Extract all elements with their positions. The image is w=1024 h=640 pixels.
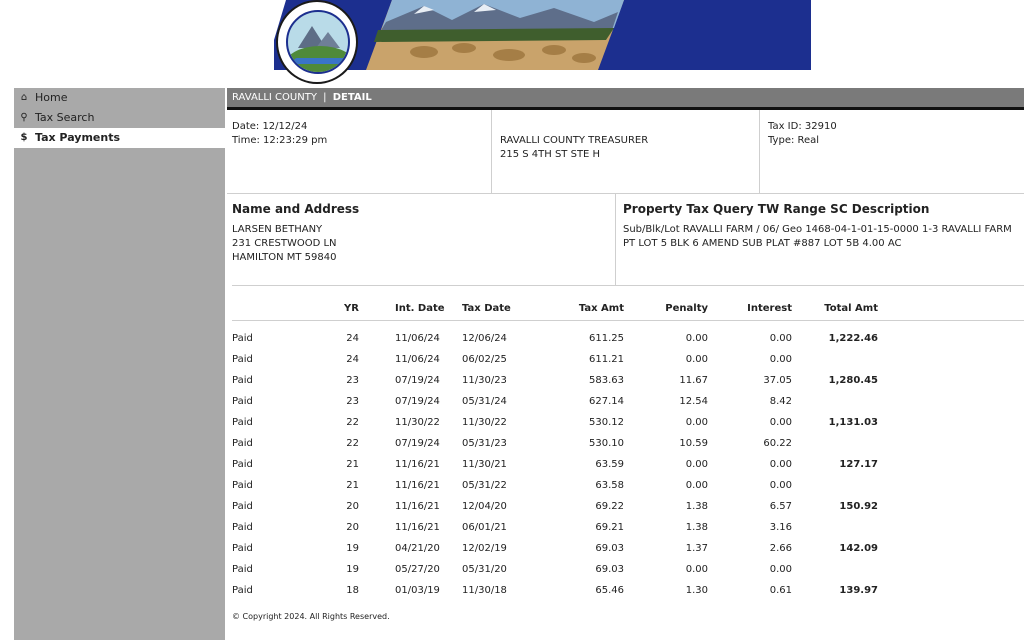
property-description-line1: Sub/Blk/Lot RAVALLI FARM / 06/ Geo 1468-04-1-01-15-0000 1-3 RAVALLI FARM (623, 224, 1012, 235)
cell-penalty: 0.00 (685, 354, 708, 365)
column-header-int-date: Int. Date (359, 298, 462, 320)
column-header-status (232, 298, 329, 320)
name-address-section (232, 194, 616, 286)
cell-penalty: 10.59 (679, 438, 708, 449)
cell-interest: 3.16 (769, 522, 792, 533)
cell-int-date: 11/06/24 (395, 333, 440, 345)
cell-tax-date: 11/30/23 (462, 375, 507, 386)
copyright-text: © Copyright 2024. All Rights Reserved. (232, 612, 390, 621)
cell-penalty: 0.00 (685, 564, 708, 575)
column-header-penalty: Penalty (624, 298, 708, 320)
cell-int-date: 11/16/21 (395, 501, 440, 512)
cell-status: Paid (232, 354, 253, 365)
cell-yr: 19 (346, 564, 359, 575)
cell-tax-date: 11/30/22 (462, 417, 507, 428)
cell-tax-amt: 69.03 (595, 564, 624, 575)
home-icon: ⌂ (20, 92, 28, 103)
cell-status: Paid (232, 585, 253, 596)
cell-tax-date: 12/02/19 (462, 543, 507, 554)
cell-tax-amt: 583.63 (589, 375, 624, 386)
cell-total-amt (792, 433, 878, 454)
cell-tax-amt: 69.22 (595, 501, 624, 512)
cell-int-date: 11/16/21 (395, 522, 440, 533)
cell-tax-amt: 611.21 (589, 354, 624, 365)
table-row (232, 370, 1024, 391)
cell-status: Paid (232, 438, 253, 449)
dollar-icon: $ (20, 132, 28, 143)
table-row (232, 475, 1024, 496)
cell-status: Paid (232, 501, 253, 512)
cell-tax-amt: 69.03 (595, 543, 624, 554)
cell-status: Paid (232, 375, 253, 386)
cell-tax-date: 11/30/18 (462, 585, 507, 596)
cell-total-amt: 139.97 (839, 585, 878, 596)
cell-tax-date: 12/06/24 (462, 333, 507, 345)
table-row (232, 559, 1024, 580)
sidebar-item-home[interactable] (14, 88, 225, 108)
name-address-heading: Name and Address (232, 202, 360, 216)
cell-yr: 19 (346, 543, 359, 554)
column-header-interest: Interest (708, 298, 792, 320)
cell-interest: 37.05 (763, 375, 792, 386)
cell-total-amt: 127.17 (839, 459, 878, 470)
cell-tax-amt: 530.10 (589, 438, 624, 449)
breadcrumb-separator: | (323, 92, 327, 103)
cell-penalty: 0.00 (685, 480, 708, 491)
cell-int-date: 11/30/22 (395, 417, 440, 428)
cell-total-amt (792, 349, 878, 370)
column-header-yr: YR (329, 298, 359, 320)
cell-int-date: 05/27/20 (395, 564, 440, 575)
cell-tax-date: 06/01/21 (462, 522, 507, 533)
cell-int-date: 07/19/24 (395, 375, 440, 386)
cell-yr: 23 (346, 396, 359, 407)
column-header-tax-date: Tax Date (462, 298, 548, 320)
cell-yr: 21 (346, 480, 359, 491)
table-row (232, 517, 1024, 538)
cell-interest: 6.57 (769, 501, 792, 512)
table-row (232, 496, 1024, 517)
table-row (232, 454, 1024, 475)
cell-yr: 20 (346, 501, 359, 512)
cell-tax-amt: 63.59 (595, 459, 624, 470)
cell-status: Paid (232, 543, 253, 554)
cell-status: Paid (232, 522, 253, 533)
cell-int-date: 11/16/21 (395, 480, 440, 491)
table-header-row (232, 298, 1024, 320)
cell-penalty: 0.00 (685, 459, 708, 470)
tax-id-text: Tax ID: 32910 (768, 121, 837, 132)
table-row (232, 391, 1024, 412)
cell-interest: 0.61 (769, 585, 792, 596)
cell-status: Paid (232, 417, 253, 428)
cell-yr: 18 (346, 585, 359, 596)
owner-property-row (232, 194, 1024, 286)
cell-interest: 0.00 (769, 333, 792, 345)
cell-yr: 22 (346, 417, 359, 428)
cell-interest: 8.42 (769, 396, 792, 407)
cell-status: Paid (232, 396, 253, 407)
cell-int-date: 07/19/24 (395, 396, 440, 407)
treasurer-name: RAVALLI COUNTY TREASURER (500, 135, 649, 146)
cell-total-amt: 1,131.03 (828, 417, 878, 428)
table-row (232, 580, 1024, 601)
cell-int-date: 11/16/21 (395, 459, 440, 470)
column-header-total-amt: Total Amt (792, 298, 878, 320)
property-description-section (616, 194, 1024, 286)
cell-interest: 0.00 (769, 480, 792, 491)
cell-penalty: 0.00 (685, 417, 708, 428)
cell-total-amt: 1,222.46 (828, 333, 878, 345)
sidebar-item-tax-search[interactable] (14, 108, 225, 128)
cell-interest: 2.66 (769, 543, 792, 554)
cell-total-amt: 1,280.45 (828, 375, 878, 386)
cell-tax-date: 05/31/24 (462, 396, 507, 407)
cell-total-amt (792, 559, 878, 580)
cell-yr: 24 (346, 333, 359, 345)
cell-tax-amt: 611.25 (589, 333, 624, 345)
tax-payments-table (232, 298, 1024, 601)
cell-int-date: 11/06/24 (395, 354, 440, 365)
time-text: Time: 12:23:29 pm (232, 135, 328, 146)
type-text: Type: Real (768, 135, 820, 146)
treasurer-address: 215 S 4TH ST STE H (500, 149, 601, 160)
date-time-cell (227, 110, 491, 194)
cell-penalty: 11.67 (679, 375, 708, 386)
table-row (232, 349, 1024, 370)
info-row (227, 110, 1024, 194)
sidebar-item-label: Tax Search (35, 111, 95, 124)
table-row (232, 320, 1024, 349)
cell-penalty: 1.38 (685, 501, 708, 512)
cell-interest: 0.00 (769, 564, 792, 575)
cell-yr: 21 (346, 459, 359, 470)
cell-tax-date: 05/31/22 (462, 480, 507, 491)
cell-status: Paid (232, 459, 253, 470)
cell-tax-amt: 627.14 (589, 396, 624, 407)
property-description-line2: PT LOT 5 BLK 6 AMEND SUB PLAT #887 LOT 5B 4.00 AC (623, 238, 902, 249)
main-content (227, 88, 1024, 640)
sidebar-nav (14, 88, 225, 640)
cell-penalty: 12.54 (679, 396, 708, 407)
search-icon: ⚲ (20, 112, 28, 123)
cell-int-date: 04/21/20 (395, 543, 440, 554)
column-header-tax-amt: Tax Amt (548, 298, 624, 320)
table-row (232, 538, 1024, 559)
cell-tax-date: 06/02/25 (462, 354, 507, 365)
cell-total-amt (792, 475, 878, 496)
property-description-heading: Property Tax Query TW Range SC Description (623, 202, 930, 216)
cell-yr: 20 (346, 522, 359, 533)
cell-int-date: 07/19/24 (395, 438, 440, 449)
table-row (232, 412, 1024, 433)
cell-status: Paid (232, 333, 253, 345)
breadcrumb-county: RAVALLI COUNTY (232, 92, 317, 103)
cell-penalty: 1.37 (685, 543, 708, 554)
cell-tax-amt: 69.21 (595, 522, 624, 533)
sidebar-item-tax-payments[interactable] (14, 128, 225, 148)
county-seal-logo (276, 0, 358, 84)
cell-status: Paid (232, 564, 253, 575)
owner-name: LARSEN BETHANY (232, 224, 323, 235)
treasurer-cell (491, 110, 759, 194)
cell-interest: 60.22 (763, 438, 792, 449)
cell-interest: 0.00 (769, 417, 792, 428)
cell-int-date: 01/03/19 (395, 585, 440, 596)
date-text: Date: 12/12/24 (232, 121, 308, 132)
cell-tax-amt: 65.46 (595, 585, 624, 596)
owner-city: HAMILTON MT 59840 (232, 252, 337, 263)
cell-total-amt: 142.09 (839, 543, 878, 554)
cell-tax-date: 11/30/21 (462, 459, 507, 470)
cell-total-amt (792, 517, 878, 538)
cell-yr: 23 (346, 375, 359, 386)
cell-interest: 0.00 (769, 459, 792, 470)
cell-tax-date: 12/04/20 (462, 501, 507, 512)
cell-interest: 0.00 (769, 354, 792, 365)
owner-street: 231 CRESTWOOD LN (232, 238, 337, 249)
cell-tax-amt: 63.58 (595, 480, 624, 491)
cell-yr: 22 (346, 438, 359, 449)
page-titlebar (227, 88, 1024, 107)
cell-penalty: 1.30 (685, 585, 708, 596)
cell-total-amt (792, 391, 878, 412)
sidebar-item-label: Home (35, 91, 68, 104)
cell-total-amt: 150.92 (839, 501, 878, 512)
cell-penalty: 1.38 (685, 522, 708, 533)
breadcrumb-section: DETAIL (332, 92, 372, 103)
table-row (232, 433, 1024, 454)
cell-tax-date: 05/31/23 (462, 438, 507, 449)
cell-tax-date: 05/31/20 (462, 564, 507, 575)
cell-status: Paid (232, 480, 253, 491)
sidebar-item-label: Tax Payments (35, 131, 121, 144)
tax-id-cell (759, 110, 1024, 194)
cell-penalty: 0.00 (685, 333, 708, 345)
cell-tax-amt: 530.12 (589, 417, 624, 428)
cell-yr: 24 (346, 354, 359, 365)
seal-emblem (286, 10, 350, 74)
